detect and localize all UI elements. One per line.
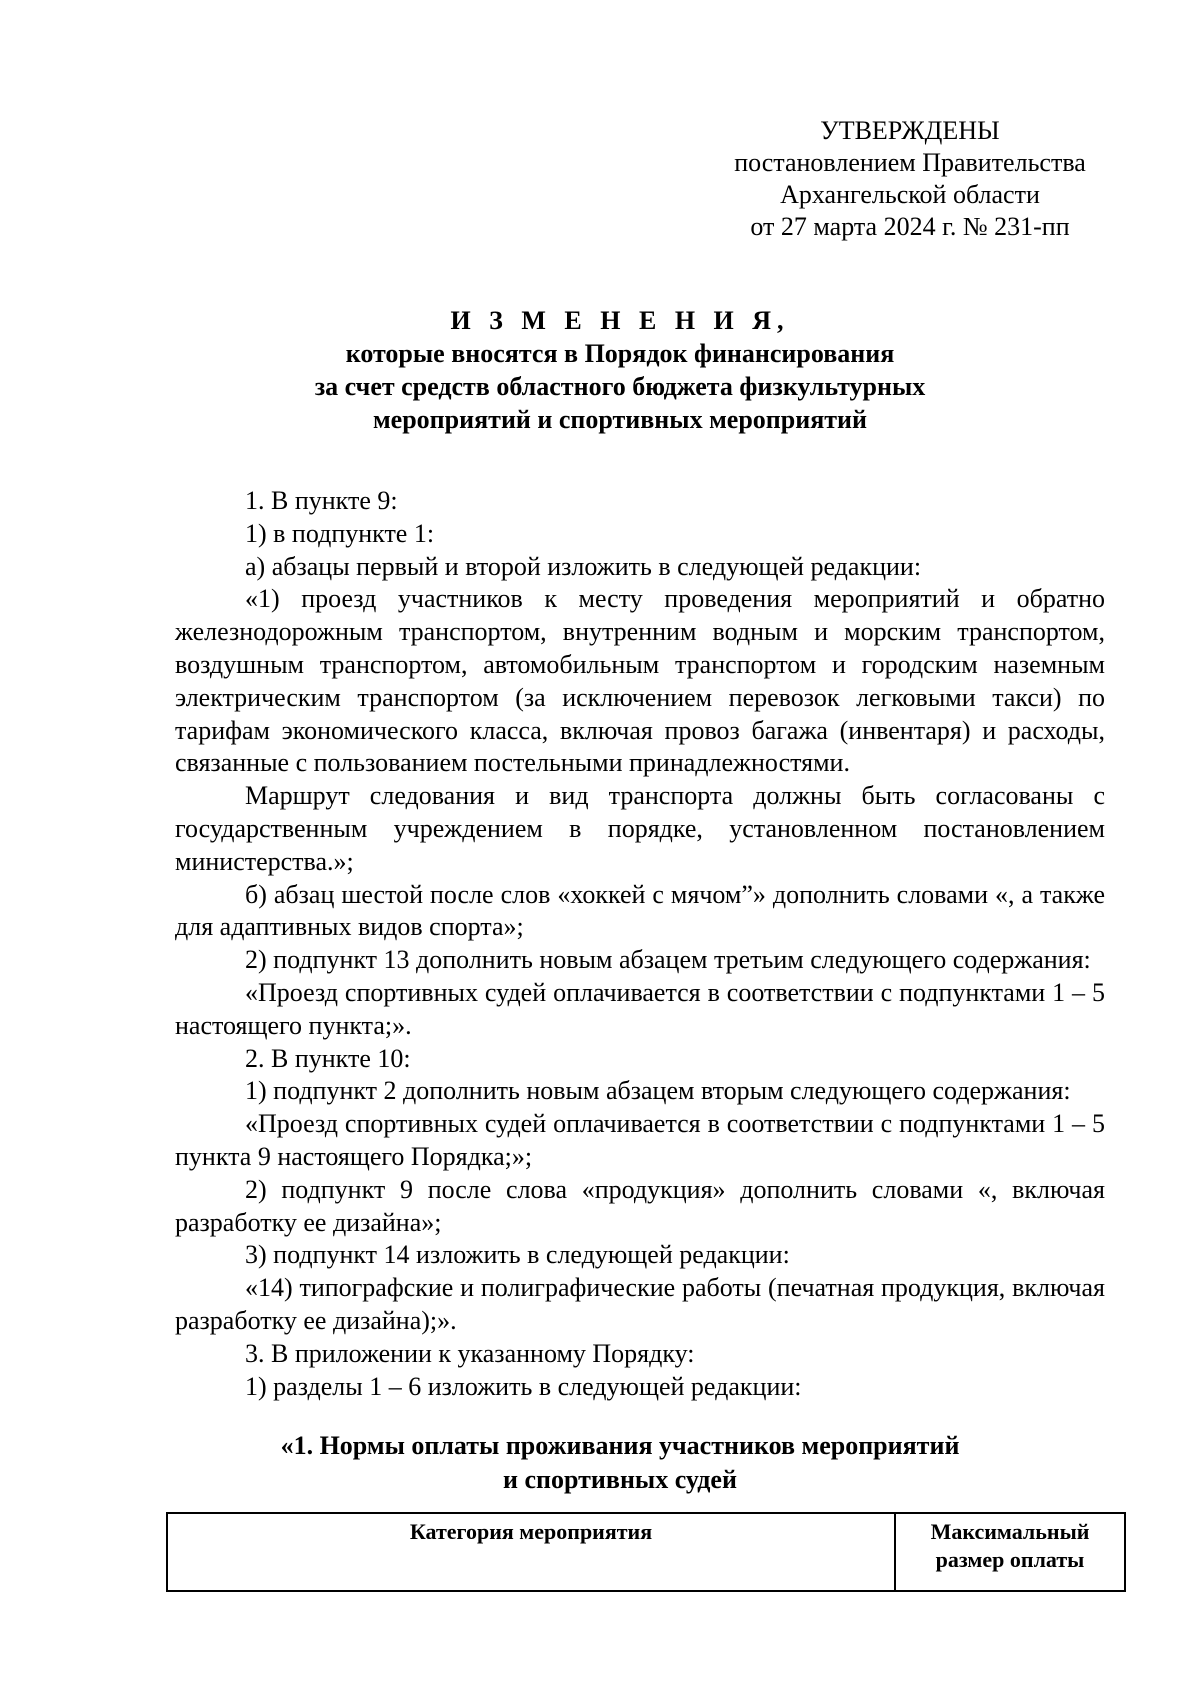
paragraph: 1. В пункте 9: (245, 486, 398, 515)
approval-line: постановлением Правительства (734, 148, 1086, 177)
table-header-line: размер оплаты (935, 1547, 1085, 1572)
paragraph: б) абзац шестой после слов «хоккей с мячом”» дополнить словами «, а также для адаптивных видов спорта»; (175, 879, 1105, 942)
heading-line: которые вносятся в Порядок финансирования (345, 339, 895, 368)
paragraph: 1) разделы 1 – 6 изложить в следующей редакции: (245, 1371, 802, 1401)
paragraph: 1) подпункт 2 дополнить новым абзацем вторым следующего содержания: (245, 1076, 1071, 1106)
heading-line: за счет средств областного бюджета физкультурных (314, 372, 926, 401)
document-body (175, 485, 1105, 1403)
approval-line: Архангельской области (780, 180, 1040, 209)
section-title-line: и спортивных судей (503, 1465, 737, 1494)
table-header-line: Максимальный (930, 1519, 1090, 1544)
heading-line: мероприятий и спортивных мероприятий (372, 405, 868, 434)
approval-line: от 27 марта 2024 г. № 231-пп (750, 212, 1070, 241)
heading-title: И З М Е Н Е Н И Я, (450, 306, 790, 335)
paragraph: 2. В пункте 10: (245, 1043, 411, 1073)
paragraph: 3. В приложении к указанному Порядку: (245, 1338, 695, 1368)
paragraph: 2) подпункт 9 после слова «продукция» дополнить словами «, включая разработку ее дизайна»; (175, 1174, 1105, 1237)
approval-line: УТВЕРЖДЕНЫ (820, 116, 1000, 145)
rates-table-header (166, 1512, 1126, 1592)
paragraph: а) абзацы первый и второй изложить в следующей редакции: (245, 551, 922, 581)
document-heading (170, 304, 1070, 436)
paragraph: Маршрут следования и вид транспорта должны быть согласованы с государственным учреждением в порядке, установленном постановлением министерства.»; (175, 781, 1105, 876)
section-title-line: «1. Нормы оплаты проживания участников мероприятий (280, 1431, 960, 1460)
paragraph: «Проезд спортивных судей оплачивается в соответствии с подпунктами 1 – 5 пункта 9 настоящего Порядка;»; (175, 1109, 1105, 1171)
approval-stamp (700, 115, 1120, 243)
section-title (170, 1429, 1070, 1497)
paragraph: «1) проезд участников к месту проведения мероприятий и обратно железнодорожным транспортом, внутренним водным и морским транспортом, воздушным транспортом, автомобильным транспортом и городским наземным электрическим транспортом (за исключением перевозок легковыми такси) по тарифам экономического класса, включая провоз багажа (инвентаря) и расходы, связанные с пользованием постельными принадлежностями. (175, 584, 1105, 778)
table-header-category: Категория мероприятия (168, 1514, 896, 1590)
paragraph: 2) подпункт 13 дополнить новым абзацем третьим следующего содержания: (245, 945, 1091, 975)
paragraph: 3) подпункт 14 изложить в следующей редакции: (245, 1240, 790, 1270)
table-header-max-payment (896, 1514, 1124, 1590)
paragraph: «Проезд спортивных судей оплачивается в соответствии с подпунктами 1 – 5 настоящего пункта;». (175, 977, 1105, 1040)
paragraph: 1) в подпункте 1: (245, 518, 435, 548)
paragraph: «14) типографские и полиграфические работы (печатная продукция, включая разработку ее дизайна);». (175, 1273, 1105, 1335)
